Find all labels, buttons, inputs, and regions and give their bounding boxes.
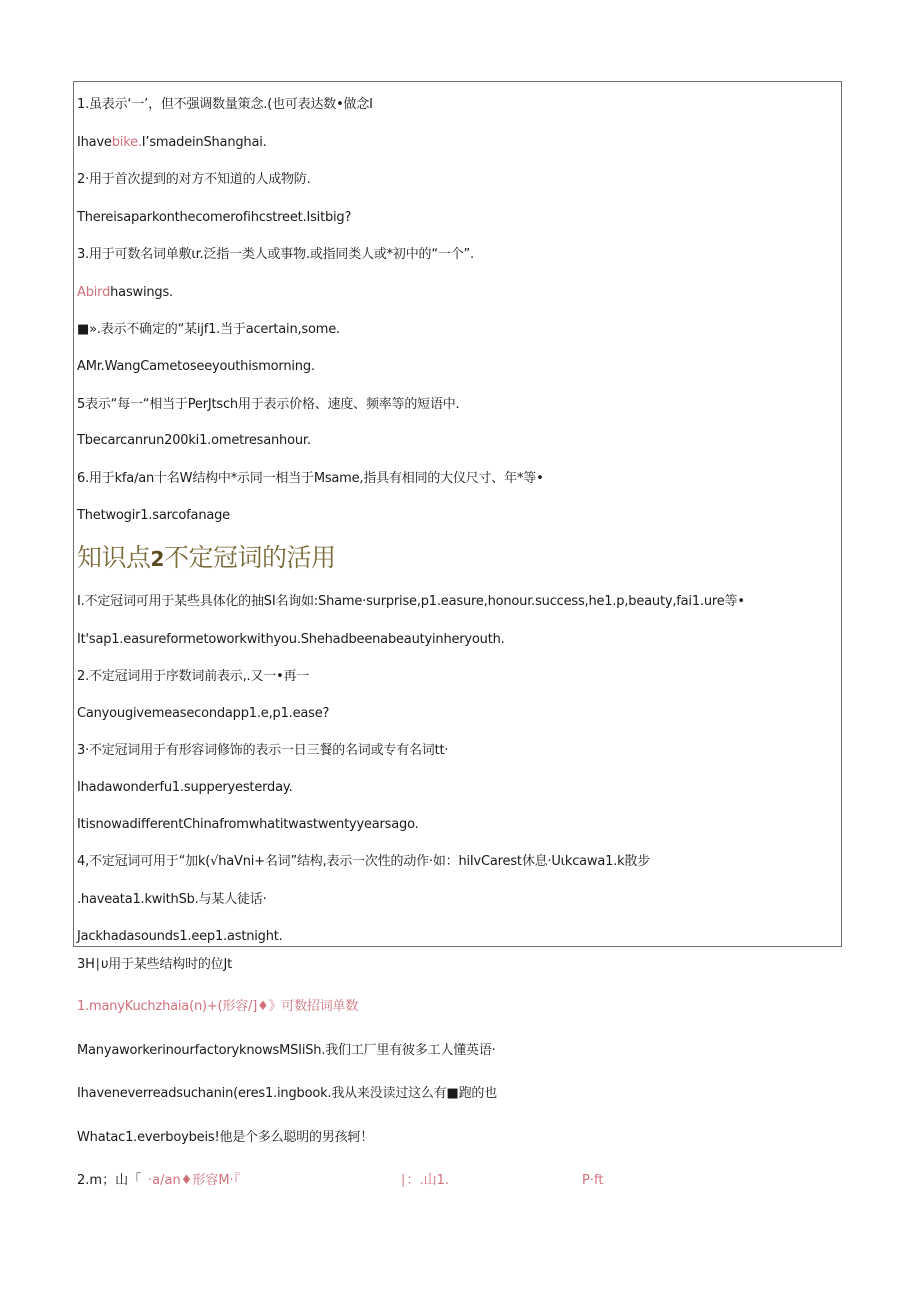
text-line [77,432,311,450]
text-line [77,246,474,264]
text-span: Ihadawonderfu1.supperyesterday. [77,780,293,795]
text-line [77,853,650,871]
heading-suffix: 不定冠词的活用 [163,543,336,572]
text-line [77,631,505,649]
text-line [77,171,311,189]
text-span: bike. [111,135,142,150]
text-line [77,928,283,946]
text-span: 3·不定冠词用于有形容词修饰的表示一日三餐的名词或专有名词tt· [77,743,449,758]
text-line [77,284,173,302]
text-span: ■».表示不确定的“某ijf1.当于acertain,some. [77,322,340,337]
text-line [77,891,267,909]
text-span: 5表示“每一“相当于PerJtsch用于表示价格、速度、频率等的短语中. [77,397,460,412]
text-line [77,321,340,339]
text-line [77,96,373,114]
text-span: Abird [77,285,111,300]
text-span: Tbecarcanrun200ki1.ometresanhour. [77,433,311,448]
text-span: Thetwogir1.sarcofanage [77,508,230,523]
text-span: 6.用于kfa∕an十名W结构中*示同一相当于Msame,指具有相同的大仪尺寸、年*等• [77,471,544,486]
text-line [77,134,267,152]
text-line [77,779,292,797]
heading-prefix: 知识点 [77,543,151,572]
text-span: I’smadeinShanghai. [141,135,267,150]
text-span: AMr.WangCametoseeyouthismorning. [77,359,315,374]
text-line [77,209,351,227]
text-span: Thereisaparkonthecomerofihcstreet.Isitbig? [77,210,352,225]
last-line-fragment-b: ·a/an♦形容M·『 [148,1173,241,1188]
text-span: 3H∣υ用于某些结构时的位Jt [77,957,232,972]
text-line [77,1085,497,1103]
text-line [77,396,459,414]
text-span: .haveata1.kwithSb.与某人徒话· [77,892,267,907]
text-span: haswings. [110,285,173,300]
text-span: It'sap1.easureformetoworkwithyou.Shehadbeenabeautyinheryouth. [77,632,505,647]
text-line [77,507,230,525]
heading-number: 2 [150,547,164,571]
text-line [77,470,544,488]
text-span: 1.manyKuchzhaia(n)+(形容/]♦》可数招词单数 [77,999,359,1014]
text-span: Whatac1.everboybeis!他是个多么聪明的男孩轲！ [77,1130,374,1145]
text-span: 4,不定冠词可用于“加k(√haVni+名词”结构,表示一次性的动作·如：hiIvCarest休息·Uιkcawa1.k散步 [77,854,651,869]
text-span: Canyougivemeasecondapp1.e,p1.ease? [77,706,330,721]
text-span: 1.虽表示‘一’，但不强调数量策念.(也可表达数•做念I [77,97,373,112]
last-line-fragment-d: P·ft [582,1173,604,1188]
text-line [77,956,232,974]
text-line [77,1042,496,1060]
text-span: ItisnowadifferentChinafromwhatitwastwentyyearsago. [77,817,419,832]
text-line [77,668,309,686]
section-heading [77,541,335,576]
text-span: Ihaveneverreadsuchanin(eres1.ingbook.我从来没读过这么有■跑的也 [77,1086,498,1101]
text-line [77,816,419,834]
text-span: 2·用于首次提到的对方不知道的人成物防. [77,172,311,187]
last-line-fragment-c: ∣：.山1. [400,1173,450,1188]
text-span: Jackhadasounds1.eep1.astnight. [77,929,283,944]
text-span: 2.不定冠词用于序数词前表示,.又一•再一 [77,669,310,684]
text-line [77,358,315,376]
text-line [77,742,448,760]
text-span: 3.用于可数名词单敷ιr.泛指一类人或事物.或指同类人或*初中的“一个”. [77,247,474,262]
text-span: Ihave [77,135,112,150]
text-line [77,1129,373,1147]
text-span: I.不定冠词可用于某些具体化的抽SI名询如:Shame·surprise,p1.easure,honour.success,he1.p,beauty,fai1.ure等• [77,594,745,609]
text-line [77,998,358,1016]
last-line-fragment-a: 2.m；山「 [77,1173,142,1188]
text-line [77,593,745,611]
text-line [77,705,329,723]
text-span: ManyaworkerinourfactoryknowsMSIiSh.我们工厂里有彼多工人懂英语· [77,1043,496,1058]
